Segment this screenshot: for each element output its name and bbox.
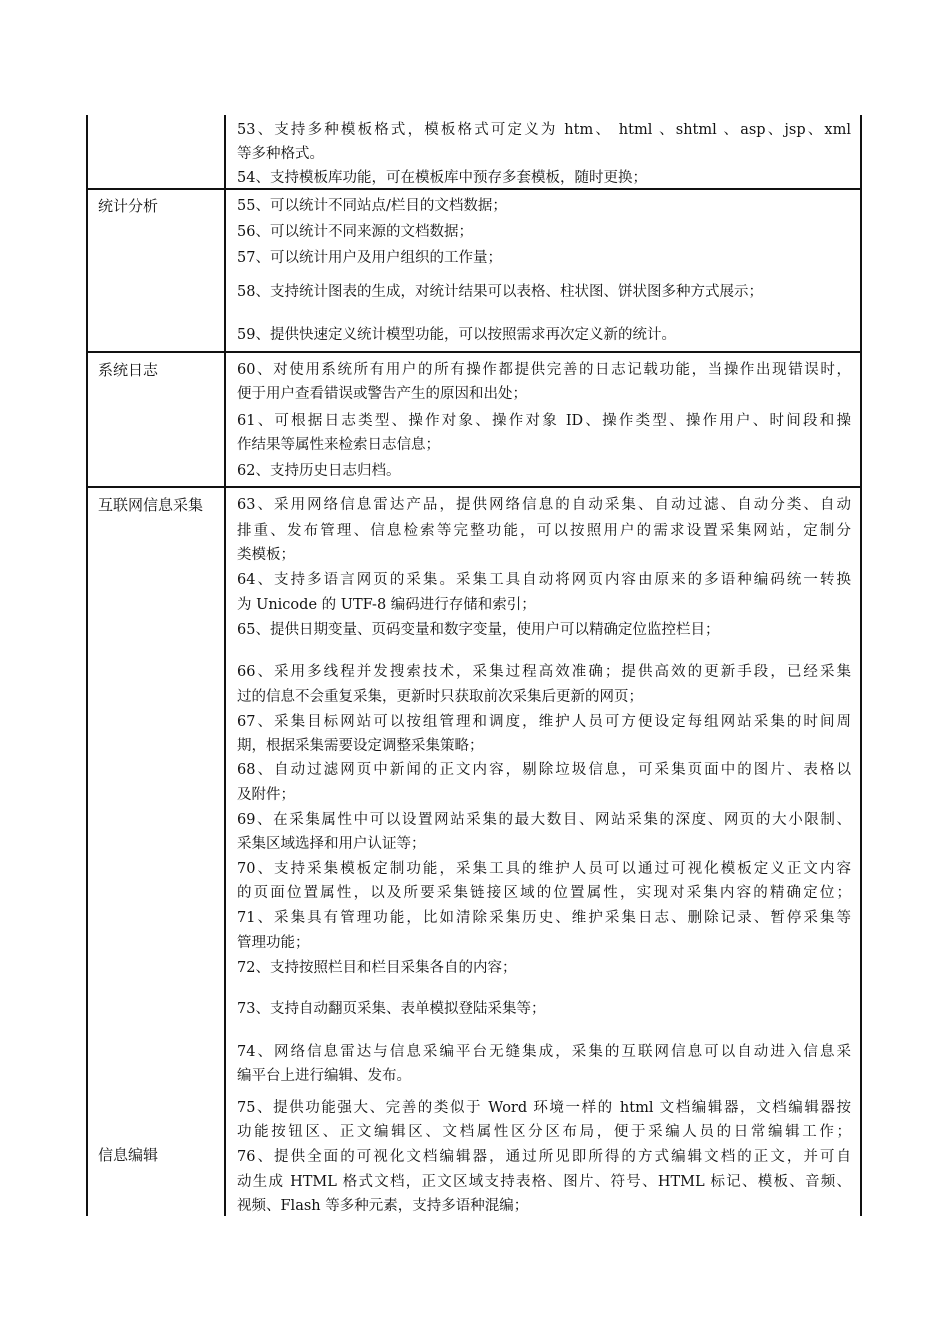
content-line: 及附件； xyxy=(237,787,295,803)
content-line: 为 Unicode 的 UTF-8 编码进行存储和索引； xyxy=(237,597,536,613)
row-label: 系统日志 xyxy=(98,361,159,379)
content-line: 60、对使用系统所有用户的所有操作都提供完善的日志记载功能，当操作出现错误时， xyxy=(237,362,851,378)
content-line: 功能按钮区、正文编辑区、文档属性区分区布局，便于采编人员的日常编辑工作； xyxy=(237,1124,851,1140)
content-line: 59、提供快速定义统计模型功能，可以按照需求再次定义新的统计。 xyxy=(237,327,676,343)
table-row xyxy=(86,115,862,188)
content-line: 采集区域选择和用户认证等； xyxy=(237,836,426,852)
content-line: 70、支持采集模板定制功能，采集工具的维护人员可以通过可视化模板定义正文内容 xyxy=(237,861,851,877)
content-line: 动生成 HTML 格式文档，正文区域支持表格、图片、符号、HTML 标记、模板、音频、 xyxy=(237,1174,851,1190)
content-line: 53、支持多种模板格式，模板格式可定义为 htm、 html 、shtml 、asp、jsp、xml xyxy=(237,122,851,138)
row-label: 互联网信息采集 xyxy=(98,496,204,514)
content-line: 排重、发布管理、信息检索等完整功能，可以按照用户的需求设置采集网站，定制分 xyxy=(237,523,851,539)
content-line: 58、支持统计图表的生成，对统计结果可以表格、柱状图、饼状图多种方式展示； xyxy=(237,284,763,300)
content-line: 54、支持模板库功能，可在模板库中预存多套模板，随时更换； xyxy=(237,170,647,186)
content-line: 55、可以统计不同站点/栏目的文档数据； xyxy=(237,198,507,214)
content-line: 61、可根据日志类型、操作对象、操作对象 ID、操作类型、操作用户、时间段和操 xyxy=(237,413,851,429)
content-line: 作结果等属性来检索日志信息； xyxy=(237,437,440,453)
content-line: 便于用户查看错误或警告产生的原因和出处； xyxy=(237,386,527,402)
row-label: 统计分析 xyxy=(98,197,159,215)
content-line: 管理功能； xyxy=(237,935,310,951)
content-line: 等多种格式。 xyxy=(237,146,324,162)
content-line: 类模板； xyxy=(237,547,295,563)
content-line: 期，根据采集需要设定调整采集策略； xyxy=(237,738,484,754)
content-line: 57、可以统计用户及用户组织的工作量； xyxy=(237,250,502,266)
row-label-cell xyxy=(86,190,226,351)
content-line: 视频、Flash 等多种元素，支持多语种混编； xyxy=(237,1198,529,1214)
row-content-cell xyxy=(226,353,862,486)
row-label-cell xyxy=(86,488,226,1048)
row-label: 信息编辑 xyxy=(98,1146,159,1164)
row-content-cell xyxy=(226,190,862,351)
content-line: 的页面位置属性，以及所要采集链接区域的位置属性，实现对采集内容的精确定位； xyxy=(237,885,851,901)
content-line: 71、采集具有管理功能，比如清除采集历史、维护采集日志、删除记录、暂停采集等 xyxy=(237,910,851,926)
table-row xyxy=(86,351,862,486)
content-line: 74、网络信息雷达与信息采编平台无缝集成，采集的互联网信息可以自动进入信息采 xyxy=(237,1044,851,1060)
table-row xyxy=(86,188,862,351)
row-content-cell xyxy=(226,1046,862,1216)
row-content-cell xyxy=(226,488,862,1084)
content-line: 62、支持历史日志归档。 xyxy=(237,463,401,479)
content-line: 过的信息不会重复采集，更新时只获取前次采集后更新的网页； xyxy=(237,689,643,705)
row-label-cell xyxy=(86,115,226,188)
content-line: 63、采用网络信息雷达产品，提供网络信息的自动采集、自动过滤、自动分类、自动 xyxy=(237,497,851,513)
content-line: 66、采用多线程并发搜索技术，采集过程高效准确；提供高效的更新手段，已经采集 xyxy=(237,664,851,680)
content-line: 75、提供功能强大、完善的类似于 Word 环境一样的 html 文档编辑器，文档编辑器按 xyxy=(237,1100,851,1116)
content-line: 69、在采集属性中可以设置网站采集的最大数目、网站采集的深度、网页的大小限制、 xyxy=(237,812,851,828)
content-line: 56、可以统计不同来源的文档数据； xyxy=(237,224,473,240)
content-line: 64、支持多语言网页的采集。采集工具自动将网页内容由原来的多语种编码统一转换 xyxy=(237,572,851,588)
content-line: 65、提供日期变量、页码变量和数字变量，使用户可以精确定位监控栏目； xyxy=(237,622,720,638)
requirements-table xyxy=(86,115,862,1216)
content-line: 73、支持自动翻页采集、表单模拟登陆采集等； xyxy=(237,1001,546,1017)
content-line: 68、自动过滤网页中新闻的正文内容，剔除垃圾信息，可采集页面中的图片、表格以 xyxy=(237,762,851,778)
table-row xyxy=(86,1046,862,1216)
row-label-cell xyxy=(86,353,226,486)
row-content-cell xyxy=(226,115,862,188)
content-line: 72、支持按照栏目和栏目采集各自的内容； xyxy=(237,960,517,976)
table-row xyxy=(86,486,862,1084)
row-label-cell xyxy=(86,1046,226,1216)
content-line: 编平台上进行编辑、发布。 xyxy=(237,1068,411,1084)
content-line: 76、提供全面的可视化文档编辑器，通过所见即所得的方式编辑文档的正文，并可自 xyxy=(237,1149,851,1165)
content-line: 67、采集目标网站可以按组管理和调度，维护人员可方便设定每组网站采集的时间周 xyxy=(237,714,851,730)
